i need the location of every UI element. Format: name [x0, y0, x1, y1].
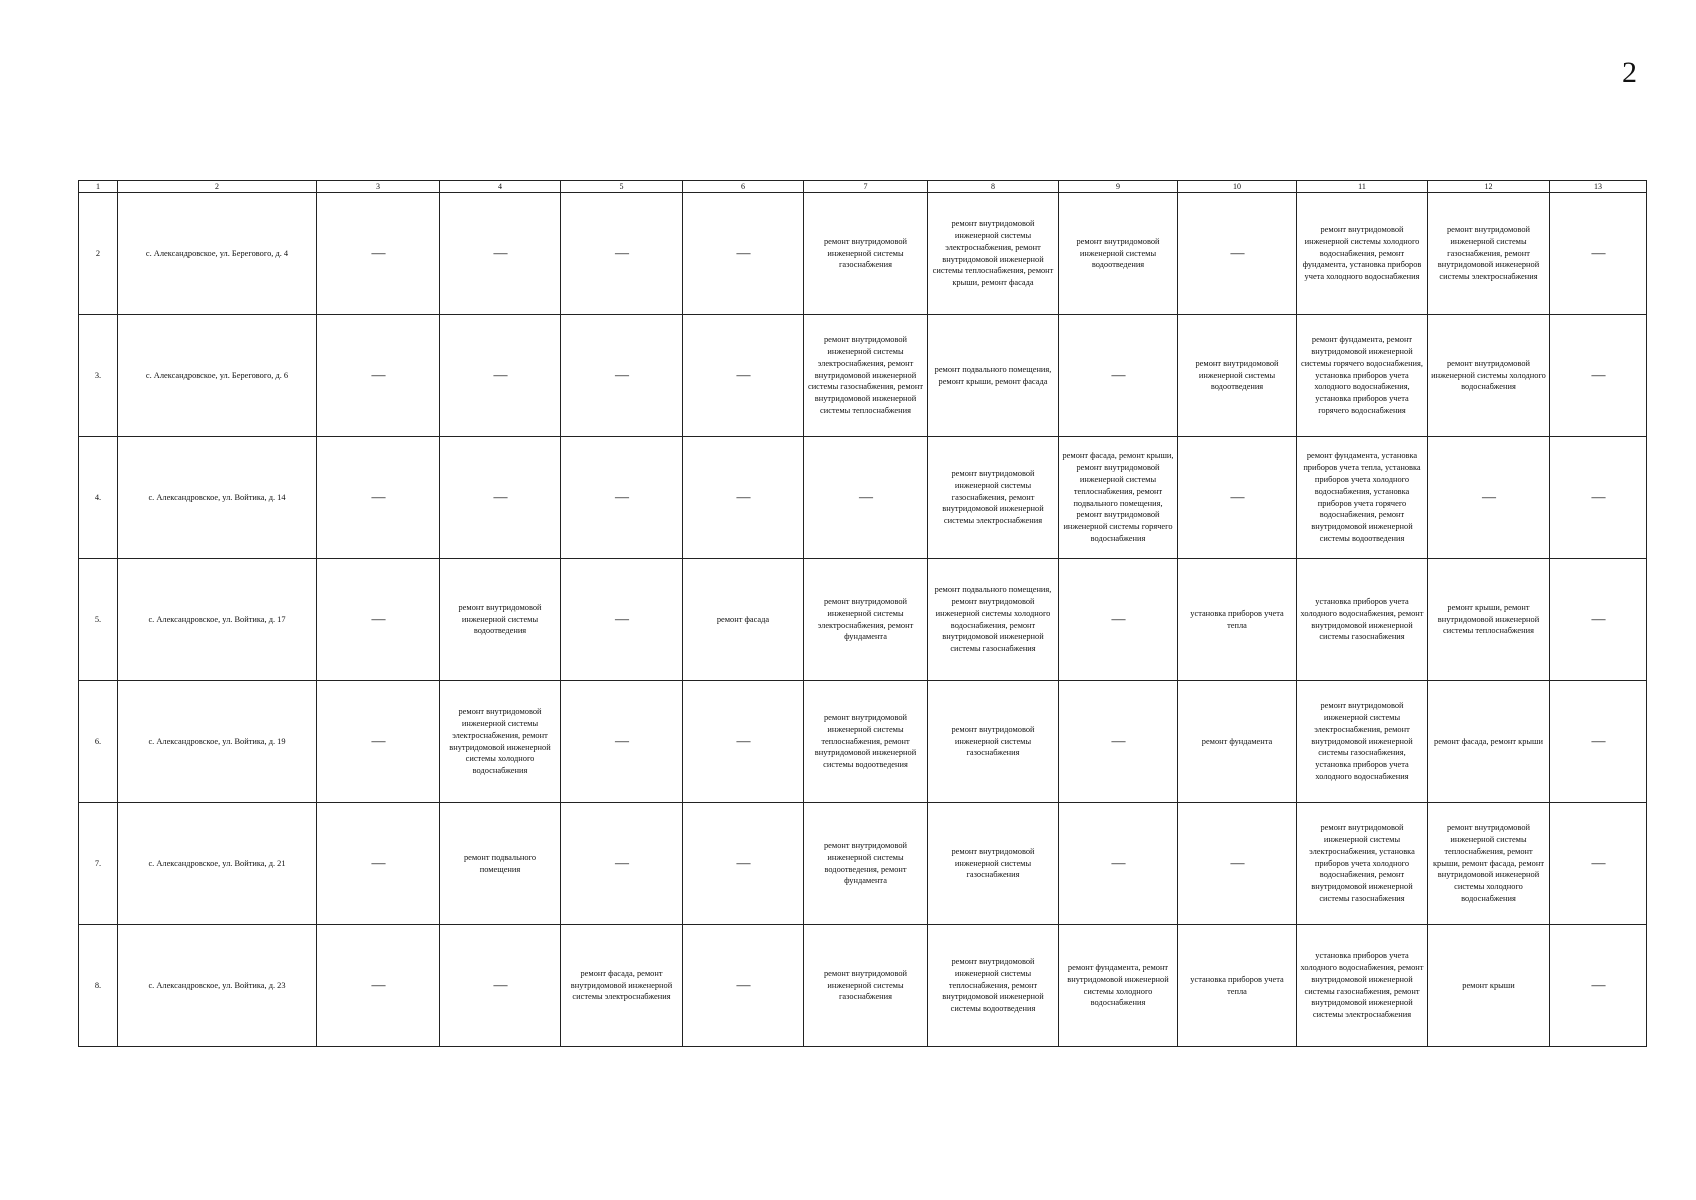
column-number-1: 1	[79, 181, 118, 193]
work-description-cell: ремонт внутридомовой инженерной системы электроснабжения, ремонт внутридомовой инженерной системы холодного водоснабжения	[440, 681, 561, 803]
row-number: 2	[79, 193, 118, 315]
work-description-cell: ремонт внутридомовой инженерной системы электроснабжения, ремонт фундамента	[804, 559, 928, 681]
column-number-13: 13	[1550, 181, 1647, 193]
column-number-3: 3	[317, 181, 440, 193]
empty-cell	[317, 559, 440, 681]
row-number: 3.	[79, 315, 118, 437]
empty-cell	[561, 559, 683, 681]
column-number-header	[79, 181, 1647, 193]
dash-mark: —	[1591, 733, 1605, 749]
work-description-cell: ремонт внутридомовой инженерной системы электроснабжения, ремонт внутридомовой инженерной системы теплоснабжения, ремонт крыши, ремонт фасада	[928, 193, 1059, 315]
work-description-cell: ремонт фасада, ремонт крыши	[1428, 681, 1550, 803]
work-description-cell: установка приборов учета тепла	[1178, 559, 1297, 681]
work-description-cell: ремонт внутридомовой инженерной системы газоснабжения	[804, 193, 928, 315]
empty-cell	[1550, 925, 1647, 1047]
column-number-5: 5	[561, 181, 683, 193]
dash-mark: —	[493, 977, 507, 993]
work-description-cell: ремонт крыши, ремонт внутридомовой инженерной системы теплоснабжения	[1428, 559, 1550, 681]
work-description-cell: ремонт фасада	[683, 559, 804, 681]
page-number: 2	[1622, 56, 1637, 89]
work-description-cell: ремонт внутридомовой инженерной системы газоснабжения	[928, 681, 1059, 803]
column-number-11: 11	[1297, 181, 1428, 193]
dash-mark: —	[493, 367, 507, 383]
empty-cell	[1550, 803, 1647, 925]
dash-mark: —	[859, 489, 872, 505]
table-row	[79, 315, 1647, 437]
dash-mark: —	[615, 245, 628, 261]
dash-mark: —	[371, 489, 385, 505]
dash-mark: —	[736, 977, 750, 993]
empty-cell	[683, 193, 804, 315]
work-description-cell: установка приборов учета холодного водоснабжения, ремонт внутридомовой инженерной системы газоснабжения	[1297, 559, 1428, 681]
dash-mark: —	[1111, 611, 1125, 627]
dash-mark: —	[371, 611, 385, 627]
work-description-cell: ремонт внутридомовой инженерной системы газоснабжения	[928, 803, 1059, 925]
empty-cell	[561, 437, 683, 559]
dash-mark: —	[1230, 245, 1244, 261]
empty-cell	[1059, 315, 1178, 437]
work-description-cell: ремонт внутридомовой инженерной системы водоотведения	[440, 559, 561, 681]
table-row	[79, 925, 1647, 1047]
dash-mark: —	[1482, 489, 1495, 505]
dash-mark: —	[736, 855, 750, 871]
address-cell: с. Александровское, ул. Войтика, д. 23	[118, 925, 317, 1047]
work-description-cell: установка приборов учета тепла	[1178, 925, 1297, 1047]
work-description-cell: ремонт внутридомовой инженерной системы теплоснабжения, ремонт внутридомовой инженерной системы водоотведения	[804, 681, 928, 803]
work-description-cell: ремонт фундамента, установка приборов учета тепла, установка приборов учета холодного водоснабжения, установка приборов учета горячего водоснабжения, ремонт внутридомовой инженерной системы водоотведения	[1297, 437, 1428, 559]
column-number-9: 9	[1059, 181, 1178, 193]
dash-mark: —	[371, 245, 385, 261]
address-cell: с. Александровское, ул. Берегового, д. 6	[118, 315, 317, 437]
dash-mark: —	[1111, 855, 1125, 871]
empty-cell	[561, 803, 683, 925]
dash-mark: —	[1591, 245, 1605, 261]
dash-mark: —	[615, 733, 628, 749]
empty-cell	[317, 193, 440, 315]
work-description-cell: ремонт фундамента, ремонт внутридомовой инженерной системы холодного водоснабжения	[1059, 925, 1178, 1047]
empty-cell	[1178, 437, 1297, 559]
empty-cell	[683, 315, 804, 437]
header-row	[79, 181, 1647, 193]
empty-cell	[1550, 315, 1647, 437]
empty-cell	[1428, 437, 1550, 559]
column-number-7: 7	[804, 181, 928, 193]
work-description-cell: ремонт внутридомовой инженерной системы газоснабжения, ремонт внутридомовой инженерной системы электроснабжения	[1428, 193, 1550, 315]
empty-cell	[1059, 681, 1178, 803]
empty-cell	[1550, 193, 1647, 315]
dash-mark: —	[493, 489, 507, 505]
work-description-cell: ремонт внутридомовой инженерной системы электроснабжения, ремонт внутридомовой инженерной системы газоснабжения, установка приборов учета холодного водоснабжения	[1297, 681, 1428, 803]
dash-mark: —	[493, 245, 507, 261]
empty-cell	[561, 193, 683, 315]
dash-mark: —	[1230, 855, 1244, 871]
work-description-cell: ремонт подвального помещения, ремонт крыши, ремонт фасада	[928, 315, 1059, 437]
column-number-8: 8	[928, 181, 1059, 193]
empty-cell	[440, 315, 561, 437]
row-number: 8.	[79, 925, 118, 1047]
work-description-cell: ремонт подвального помещения, ремонт внутридомовой инженерной системы холодного водоснабжения, ремонт внутридомовой инженерной системы газоснабжения	[928, 559, 1059, 681]
empty-cell	[1059, 559, 1178, 681]
empty-cell	[1178, 803, 1297, 925]
dash-mark: —	[1591, 977, 1605, 993]
address-cell: с. Александровское, ул. Войтика, д. 17	[118, 559, 317, 681]
work-description-cell: ремонт подвального помещения	[440, 803, 561, 925]
row-number: 7.	[79, 803, 118, 925]
row-number: 5.	[79, 559, 118, 681]
dash-mark: —	[736, 733, 750, 749]
empty-cell	[561, 681, 683, 803]
dash-mark: —	[615, 611, 628, 627]
table-row	[79, 803, 1647, 925]
row-number: 4.	[79, 437, 118, 559]
empty-cell	[1178, 193, 1297, 315]
empty-cell	[317, 437, 440, 559]
dash-mark: —	[736, 489, 750, 505]
work-description-cell: ремонт фундамента	[1178, 681, 1297, 803]
empty-cell	[683, 437, 804, 559]
dash-mark: —	[1111, 733, 1125, 749]
empty-cell	[440, 193, 561, 315]
column-number-12: 12	[1428, 181, 1550, 193]
work-description-cell: ремонт внутридомовой инженерной системы водоотведения, ремонт фундамента	[804, 803, 928, 925]
empty-cell	[440, 437, 561, 559]
work-description-cell: ремонт внутридомовой инженерной системы электроснабжения, ремонт внутридомовой инженерной системы газоснабжения, ремонт внутридомовой инженерной системы теплоснабжения	[804, 315, 928, 437]
row-number: 6.	[79, 681, 118, 803]
address-cell: с. Александровское, ул. Войтика, д. 14	[118, 437, 317, 559]
empty-cell	[317, 681, 440, 803]
empty-cell	[804, 437, 928, 559]
work-description-cell: ремонт внутридомовой инженерной системы электроснабжения, установка приборов учета холодного водоснабжения, ремонт внутридомовой инженерной системы газоснабжения	[1297, 803, 1428, 925]
work-description-cell: ремонт внутридомовой инженерной системы холодного водоснабжения, ремонт фундамента, установка приборов учета холодного водоснабжения	[1297, 193, 1428, 315]
empty-cell	[317, 803, 440, 925]
empty-cell	[317, 925, 440, 1047]
dash-mark: —	[371, 733, 385, 749]
column-number-6: 6	[683, 181, 804, 193]
work-description-cell: ремонт внутридомовой инженерной системы газоснабжения	[804, 925, 928, 1047]
work-description-cell: ремонт фасада, ремонт крыши, ремонт внутридомовой инженерной системы теплоснабжения, ремонт подвального помещения, ремонт внутридомовой инженерной системы горячего водоснабжения	[1059, 437, 1178, 559]
work-description-cell: ремонт внутридомовой инженерной системы теплоснабжения, ремонт внутридомовой инженерной системы водоотведения	[928, 925, 1059, 1047]
empty-cell	[683, 681, 804, 803]
dash-mark: —	[371, 855, 385, 871]
column-number-2: 2	[118, 181, 317, 193]
empty-cell	[1550, 559, 1647, 681]
empty-cell	[1550, 437, 1647, 559]
dash-mark: —	[371, 977, 385, 993]
table-body	[79, 193, 1647, 1047]
work-description-cell: ремонт крыши	[1428, 925, 1550, 1047]
empty-cell	[440, 925, 561, 1047]
address-cell: с. Александровское, ул. Войтика, д. 21	[118, 803, 317, 925]
dash-mark: —	[1230, 489, 1244, 505]
table-row	[79, 681, 1647, 803]
column-number-4: 4	[440, 181, 561, 193]
empty-cell	[1550, 681, 1647, 803]
work-description-cell: ремонт внутридомовой инженерной системы холодного водоснабжения	[1428, 315, 1550, 437]
dash-mark: —	[736, 367, 750, 383]
empty-cell	[561, 315, 683, 437]
empty-cell	[683, 803, 804, 925]
work-description-cell: ремонт внутридомовой инженерной системы газоснабжения, ремонт внутридомовой инженерной системы электроснабжения	[928, 437, 1059, 559]
dash-mark: —	[1111, 367, 1125, 383]
column-number-10: 10	[1178, 181, 1297, 193]
dash-mark: —	[371, 367, 385, 383]
dash-mark: —	[1591, 611, 1605, 627]
dash-mark: —	[1591, 489, 1605, 505]
dash-mark: —	[1591, 855, 1605, 871]
dash-mark: —	[615, 855, 628, 871]
work-description-cell: установка приборов учета холодного водоснабжения, ремонт внутридомовой инженерной системы газоснабжения, ремонт внутридомовой инженерной системы электроснабжения	[1297, 925, 1428, 1047]
empty-cell	[1059, 803, 1178, 925]
empty-cell	[317, 315, 440, 437]
work-description-cell: ремонт фасада, ремонт внутридомовой инженерной системы электроснабжения	[561, 925, 683, 1047]
dash-mark: —	[1591, 367, 1605, 383]
work-description-cell: ремонт фундамента, ремонт внутридомовой инженерной системы горячего водоснабжения, установка приборов учета холодного водоснабжения, установка приборов учета горячего водоснабжения	[1297, 315, 1428, 437]
address-cell: с. Александровское, ул. Войтика, д. 19	[118, 681, 317, 803]
work-description-cell: ремонт внутридомовой инженерной системы водоотведения	[1178, 315, 1297, 437]
work-description-cell: ремонт внутридомовой инженерной системы теплоснабжения, ремонт крыши, ремонт фасада, ремонт внутридомовой инженерной системы холодного водоснабжения	[1428, 803, 1550, 925]
empty-cell	[683, 925, 804, 1047]
repair-schedule-table	[78, 180, 1647, 1047]
table-row	[79, 559, 1647, 681]
table-row	[79, 437, 1647, 559]
table-row	[79, 193, 1647, 315]
address-cell: с. Александровское, ул. Берегового, д. 4	[118, 193, 317, 315]
dash-mark: —	[615, 367, 628, 383]
dash-mark: —	[615, 489, 628, 505]
work-description-cell: ремонт внутридомовой инженерной системы водоотведения	[1059, 193, 1178, 315]
dash-mark: —	[736, 245, 750, 261]
